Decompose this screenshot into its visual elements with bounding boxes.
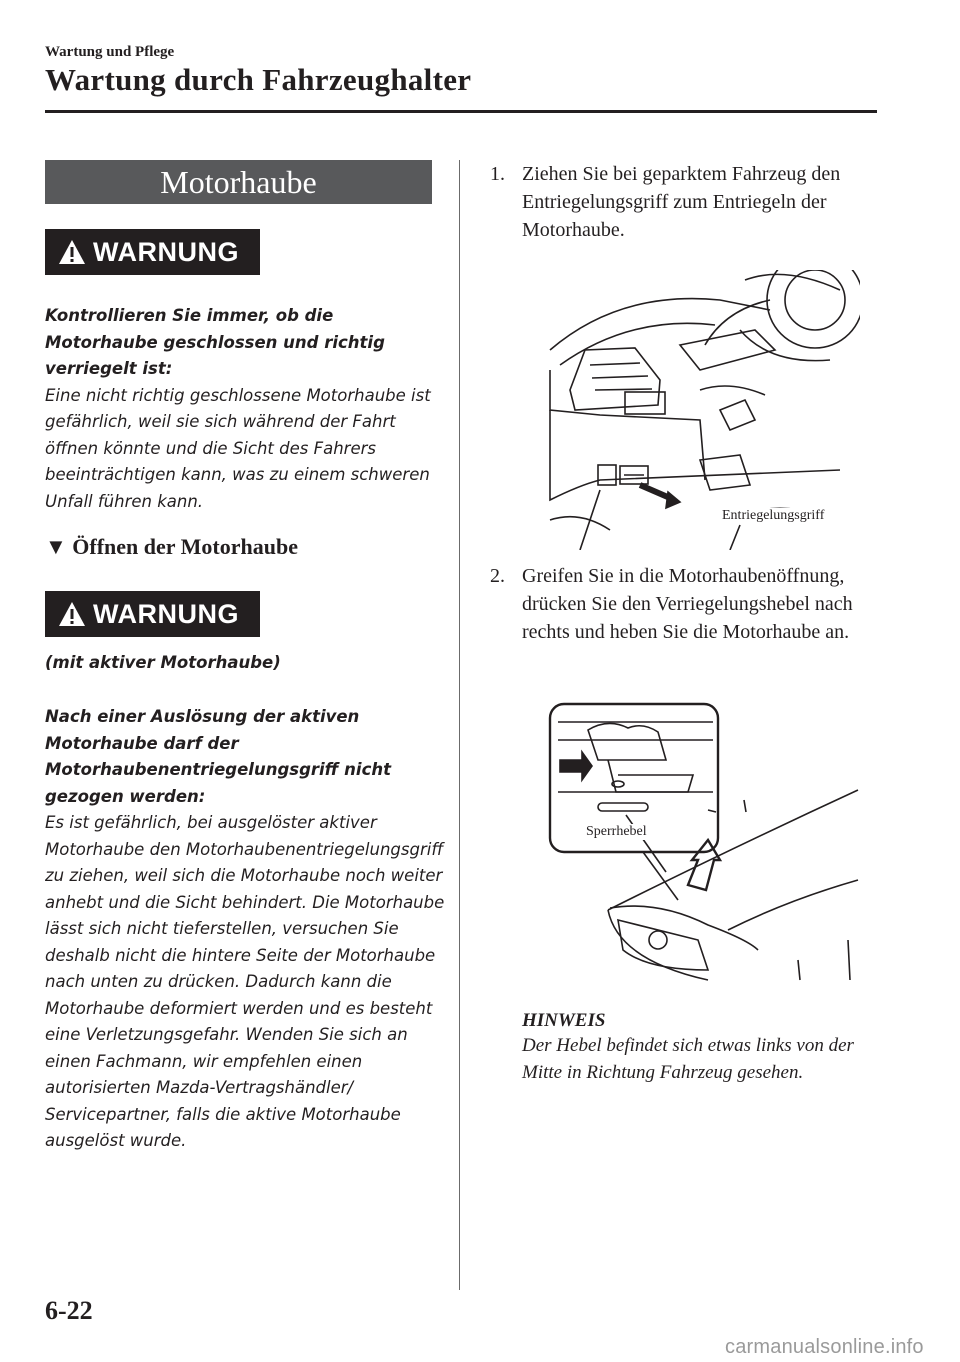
warning-triangle-icon [57, 238, 87, 266]
warning-triangle-icon [57, 600, 87, 628]
step-text: Greifen Sie in die Motorhaubenöffnung, drücken Sie den Verriegelungshebel nach rechts und heben Sie die Motorhaube an. [522, 565, 853, 643]
warning-body: Eine nicht richtig geschlossene Motorhaube ist gefährlich, weil sie sich während der Fahrt öffnen könnte und die Sicht des Fahrers beeinträchtigen kann, was zu einem schweren Unfall führen kann. [45, 385, 431, 511]
note-text: Der Hebel befindet sich etwas links von der Mitte in Richtung Fahrzeug gesehen. [522, 1035, 854, 1083]
warning-text-1 [45, 303, 445, 515]
section-title: Motorhaube [45, 160, 432, 204]
warning-badge [45, 591, 260, 637]
warning-lead: Kontrollieren Sie immer, ob die Motorhaube geschlossen und richtig verriegelt ist: [45, 306, 385, 378]
step-1 [490, 160, 890, 244]
figure-label: Sperrhebel [586, 824, 647, 839]
subsection-title: Öffnen der Motorhaube [72, 534, 298, 559]
step-text: Ziehen Sie bei geparktem Fahrzeug den Entriegelungsgriff zum Entriegeln der Motorhaube. [522, 163, 841, 241]
hood-latch-illustration [548, 700, 868, 990]
note-title: HINWEIS [522, 1010, 606, 1031]
warning-body: Es ist gefährlich, bei ausgelöster aktiver Motorhaube den Motorhaubenentriegelungsgriff zu ziehen, weil sich die Motorhaube noch weiter anhebt und die Sicht behindert. Die Motorhaube lässt sich nicht tieferstellen, versuchen Sie deshalb nicht die hintere Seite der Motorhaube nach unten zu drücken. Dadurch kann die Motorhaube deformiert werden und es besteht eine Verletzungsgefahr. Wenden Sie sich an einen Fachmann, wir empfehlen einen autorisierten Mazda-Vertragshändler/ Servicepartner, falls die aktive Motorhaube ausgelöst wurde. [45, 813, 445, 1150]
subsection-heading [45, 534, 298, 560]
header-rule [45, 110, 877, 113]
watermark: carmanualsonline.info [725, 1336, 924, 1358]
warning-badge [45, 229, 260, 275]
warning-label: WARNUNG [93, 236, 239, 267]
warning-lead: Nach einer Auslösung der aktiven Motorhaube darf der Motorhaubenentriegelungsgriff nicht gezogen werden: [45, 707, 391, 806]
step-number: 2. [490, 565, 505, 587]
running-header: Wartung und Pflege [45, 44, 175, 60]
figure-label: Entriegelungsgriff [722, 508, 825, 523]
figure-lock-lever [548, 700, 868, 990]
triangle-marker-icon: ▼ [45, 534, 67, 559]
chapter-title: Wartung durch Fahrzeughalter [45, 62, 472, 97]
warning-label: WARNUNG [93, 598, 239, 629]
warning-caption: (mit aktiver Motorhaube) [45, 653, 281, 672]
step-number: 1. [490, 163, 505, 185]
warning-text-2 [45, 704, 445, 1155]
column-divider [459, 160, 460, 1290]
page-number: 6-22 [45, 1296, 93, 1325]
step-2 [490, 562, 890, 646]
figure-release-handle [540, 270, 860, 550]
